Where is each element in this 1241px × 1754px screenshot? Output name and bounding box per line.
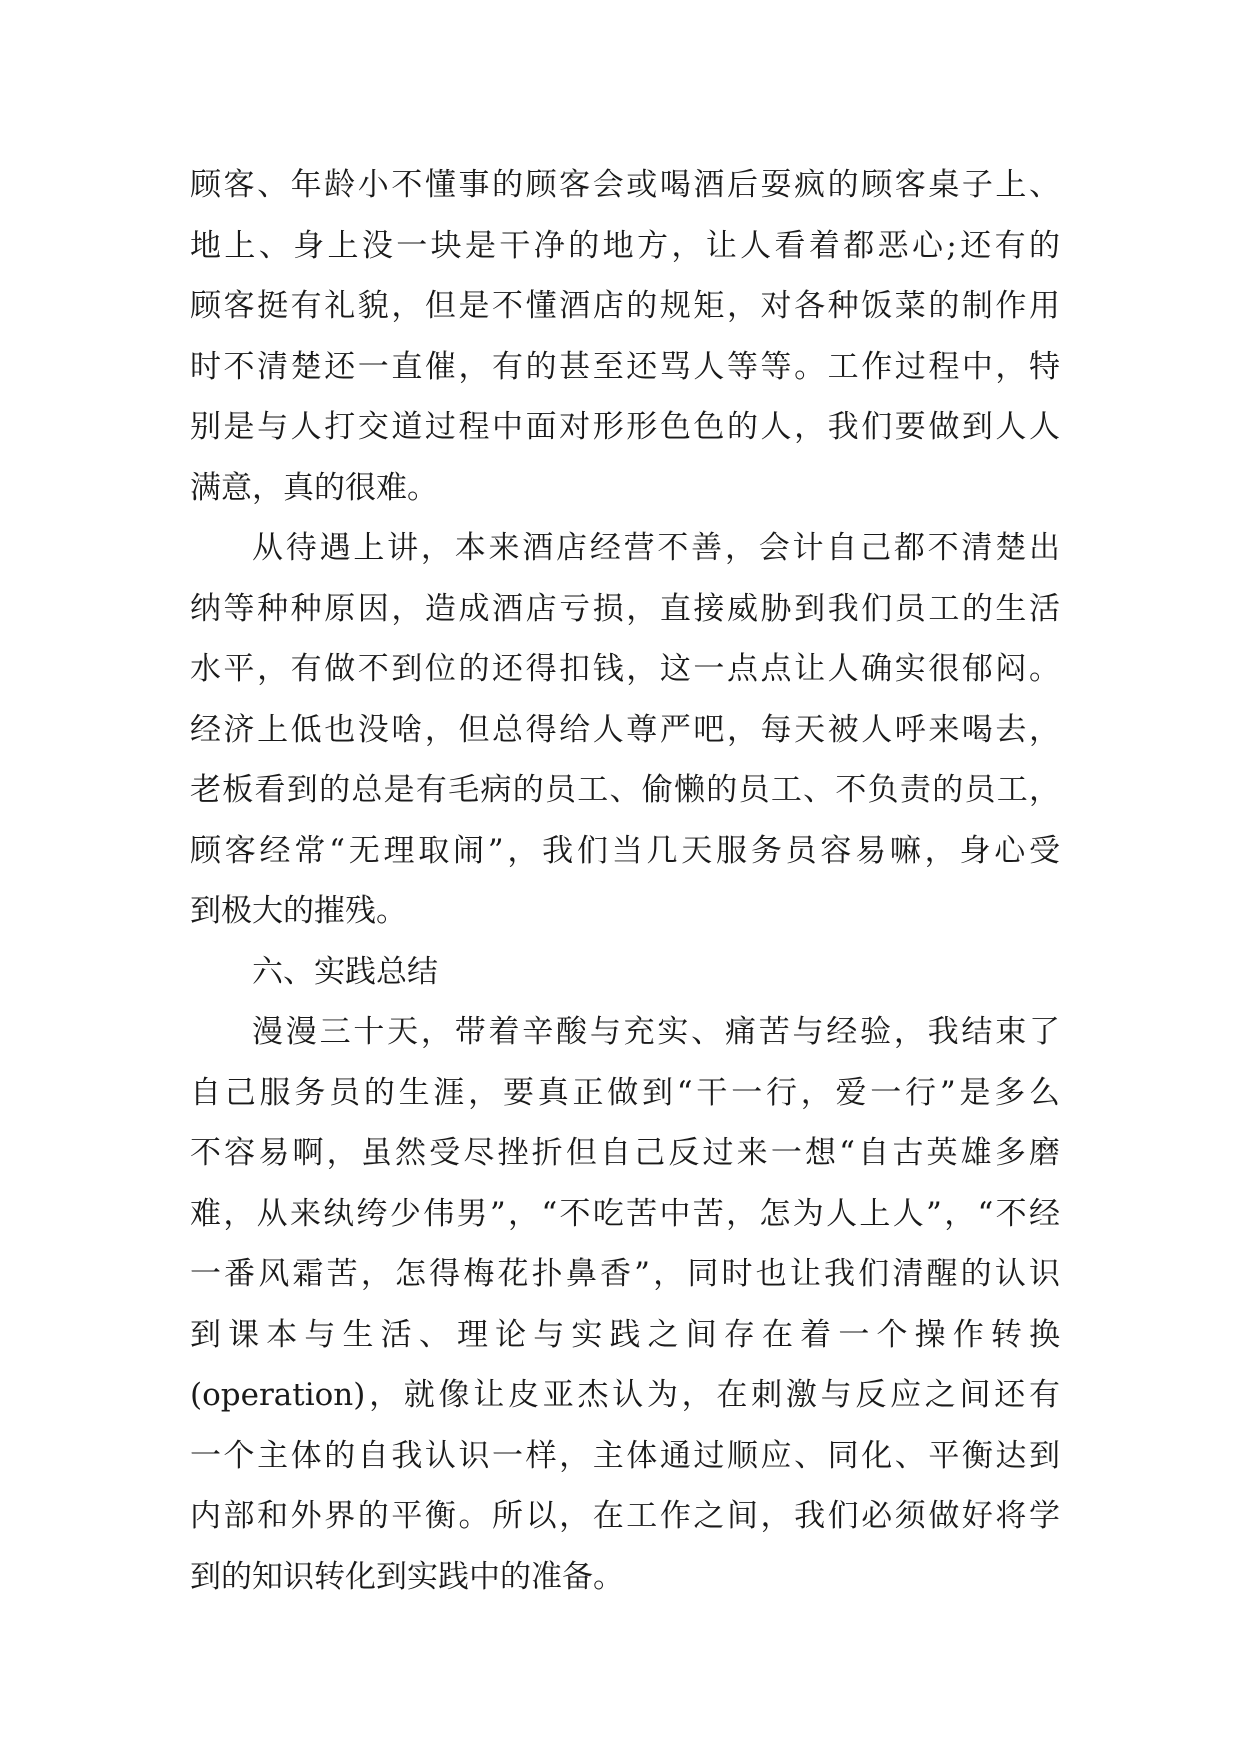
text-line: 地上、身上没一块是干净的地方，让人看着都恶心;还有的 (190, 227, 1060, 264)
text-line: 一个主体的自我认识一样，主体通过顺应、同化、平衡达到 (190, 1437, 1060, 1474)
text-line: 经济上低也没啥，但总得给人尊严吧，每天被人呼来喝去， (190, 711, 1060, 748)
text-line: 自己服务员的生涯，要真正做到“干一行，爱一行”是多么 (190, 1074, 1060, 1111)
text-line: 到的知识转化到实践中的准备。 (190, 1558, 624, 1595)
text-line: 水平，有做不到位的还得扣钱，这一点点让人确实很郁闷。 (190, 651, 1060, 687)
text-line: 不容易啊，虽然受尽挫折但自己反过来一想“自古英雄多磨 (190, 1135, 1060, 1171)
text-line: (operation)，就像让皮亚杰认为，在刺激与反应之间还有 (190, 1377, 1060, 1413)
text-line: 别是与人打交道过程中面对形形色色的人，我们要做到人人 (190, 409, 1060, 445)
text-line: 纳等种种原因，造成酒店亏损，直接威胁到我们员工的生活 (190, 590, 1060, 627)
text-line: 顾客、年龄小不懂事的顾客会或喝酒后耍疯的顾客桌子上、 (190, 167, 1060, 203)
text-line: 满意，真的很难。 (190, 469, 438, 506)
text-line: 难，从来纨绔少伟男”，“不吃苦中苦，怎为人上人”，“不经 (190, 1195, 1060, 1232)
text-line: 到课本与生活、理论与实践之间存在着一个操作转换 (190, 1316, 1060, 1353)
text-line: 时不清楚还一直催，有的甚至还骂人等等。工作过程中，特 (190, 348, 1060, 385)
text-line: 到极大的摧残。 (190, 893, 407, 929)
text-line: 六、实践总结 (252, 953, 438, 990)
text-line: 漫漫三十天，带着辛酸与充实、痛苦与经验，我结束了 (252, 1014, 1060, 1050)
text-line: 一番风霜苦，怎得梅花扑鼻香”，同时也让我们清醒的认识 (190, 1256, 1060, 1292)
document-body (190, 155, 1060, 1607)
text-line: 顾客经常“无理取闹”，我们当几天服务员容易嘛，身心受 (190, 832, 1060, 869)
text-line: 顾客挺有礼貌，但是不懂酒店的规矩，对各种饭菜的制作用 (190, 288, 1060, 324)
text-line: 从待遇上讲，本来酒店经营不善，会计自己都不清楚出 (252, 530, 1060, 566)
text-line: 内部和外界的平衡。所以，在工作之间，我们必须做好将学 (190, 1498, 1060, 1534)
text-line: 老板看到的总是有毛病的员工、偷懒的员工、不负责的员工， (190, 772, 1060, 808)
